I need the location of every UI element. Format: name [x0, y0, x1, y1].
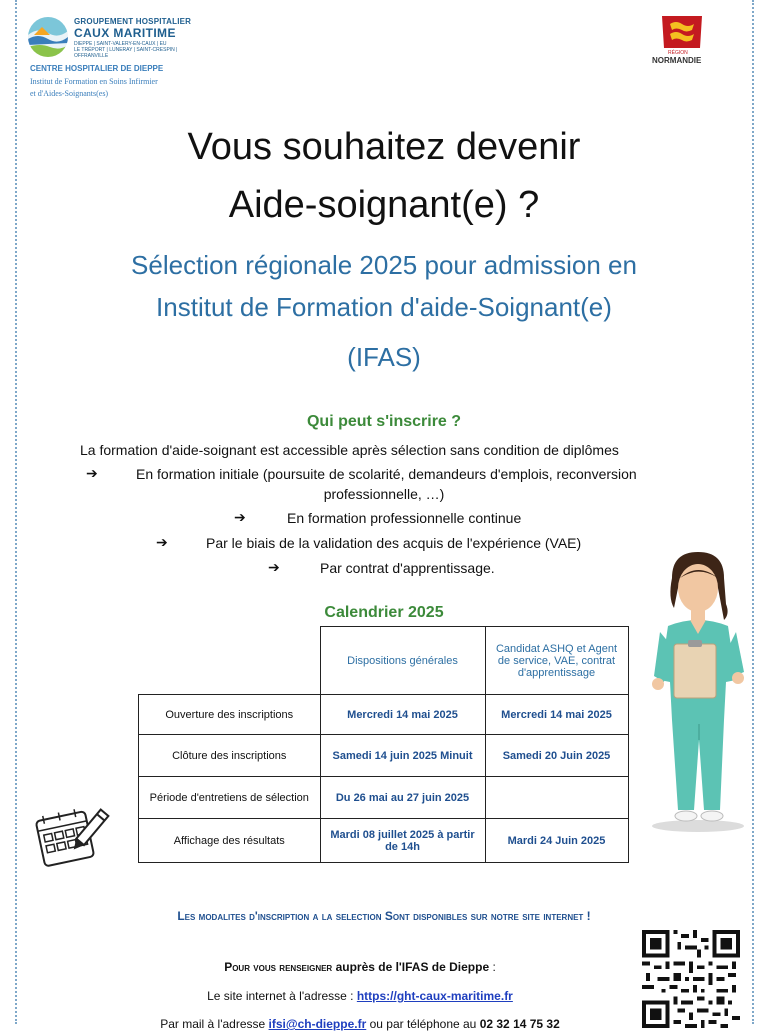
row-date-ashq	[485, 777, 628, 819]
row-date-ashq: Mercredi 14 mai 2025	[485, 695, 628, 735]
calendar-heading: Calendrier 2025	[324, 604, 444, 621]
table-header-general: Dispositions générales	[320, 627, 485, 695]
ght-logo-icon	[28, 17, 68, 57]
row-label: Ouverture des inscriptions	[139, 695, 321, 735]
title-line2: Aide-soignant(e) ?	[228, 184, 540, 226]
row-label: Clôture des inscriptions	[139, 735, 321, 777]
qr-code-icon[interactable]	[642, 930, 740, 1028]
logo-name: CAUX MARITIME	[74, 26, 176, 40]
table-row	[139, 695, 629, 735]
arrow-icon: ➔	[268, 559, 280, 575]
table-row	[139, 777, 629, 819]
title-line1: Vous souhaitez devenir	[187, 126, 581, 168]
row-date-ashq: Samedi 20 Juin 2025	[485, 735, 628, 777]
renseigner-ifas: auprès de l'IFAS de Dieppe	[335, 960, 490, 974]
subtitle-line1: Sélection régionale 2025 pour admission en	[131, 250, 637, 280]
qui-item1-line1: En formation initiale (poursuite de scolarité, demandeurs d'emplois, reconversion	[136, 466, 637, 482]
row-date-general: Mardi 08 juillet 2025 à partir de 14h	[320, 819, 485, 863]
site-label: Le site internet à l'adresse :	[207, 989, 357, 1003]
mail-link[interactable]: ifsi@ch-dieppe.fr	[268, 1017, 367, 1031]
table-corner	[139, 627, 321, 695]
logo-sites	[74, 41, 184, 59]
institut-line2: et d'Aides-Soignants(es)	[30, 89, 109, 98]
site-link[interactable]: https://ght-caux-maritime.fr	[356, 989, 513, 1003]
modalites-text: Les modalites d'inscription a la selection Sont disponibles sur notre site internet !	[177, 909, 591, 923]
tel-label: ou par téléphone au	[366, 1017, 480, 1031]
qui-item3: Par le biais de la validation des acquis de l'expérience (VAE)	[206, 535, 582, 551]
qui-item4: Par contrat d'apprentissage.	[320, 560, 495, 576]
row-label: Affichage des résultats	[139, 819, 321, 863]
subtitle-line2: Institut de Formation d'aide-Soignant(e)	[156, 292, 612, 322]
arrow-icon: ➔	[86, 465, 98, 481]
arrow-icon: ➔	[156, 534, 168, 550]
row-date-general: Samedi 14 juin 2025 Minuit	[320, 735, 485, 777]
logo-sites-line1: DIEPPE | SAINT-VALERY-EN-CAUX | EU	[74, 41, 167, 47]
table-header-ashq: Candidat ASHQ et Agent de service, VAE, contrat d'apprentissage	[485, 627, 628, 695]
region-name: NORMANDIE	[652, 56, 702, 65]
region-label: RÉGION	[668, 50, 688, 56]
qui-item1-line2: professionnelle, …)	[323, 486, 445, 502]
row-label: Période d'entretiens de sélection	[139, 777, 321, 819]
qui-intro: La formation d'aide-soignant est accessible après sélection sans condition de diplômes	[80, 442, 619, 458]
row-date-ashq: Mardi 24 Juin 2025	[485, 819, 628, 863]
renseigner-text	[0, 960, 720, 974]
logo-group-label: GROUPEMENT HOSPITALIER	[74, 17, 192, 26]
logo-sites-line2: LE TRÉPORT | LUNERAY | SAINT-CRESPIN | OFFRANVILLE	[74, 47, 178, 59]
qui-heading: Qui peut s'inscrire ?	[306, 413, 462, 430]
calendar-table	[138, 626, 629, 863]
contact-line	[0, 1017, 720, 1031]
mail-label: Par mail à l'adresse	[160, 1017, 269, 1031]
renseigner-colon: :	[489, 960, 496, 974]
renseigner-lead: Pour vous renseigner	[224, 960, 333, 974]
subtitle-line3: (IFAS)	[347, 342, 421, 372]
row-date-general: Mercredi 14 mai 2025	[320, 695, 485, 735]
calendar-pencil-icon	[34, 806, 110, 872]
table-row	[139, 735, 629, 777]
institut-name	[30, 76, 158, 100]
institut-line1: Institut de Formation en Soins Infirmier	[30, 77, 158, 86]
arrow-icon: ➔	[234, 509, 246, 525]
centre-hospitalier: CENTRE HOSPITALIER DE DIEPPE	[30, 64, 164, 73]
row-date-general: Du 26 mai au 27 juin 2025	[320, 777, 485, 819]
table-row	[139, 819, 629, 863]
site-line	[0, 989, 720, 1003]
nurse-illustration	[646, 548, 750, 834]
qui-item2: En formation professionnelle continue	[287, 510, 522, 526]
normandie-flag-icon	[660, 14, 704, 50]
tel-number: 02 32 14 75 32	[479, 1017, 560, 1031]
